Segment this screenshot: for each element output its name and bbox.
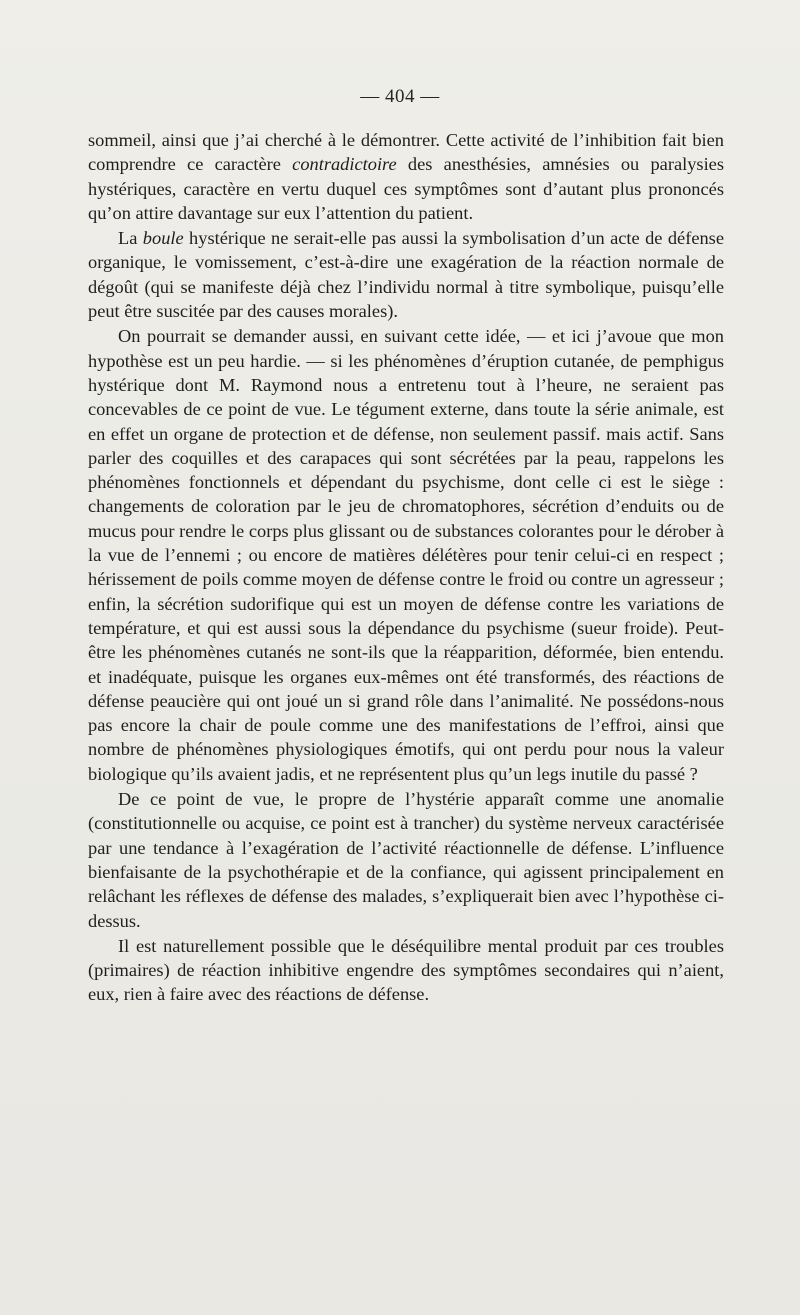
paragraph-2-text-end: hystérique ne serait-elle pas aussi la symbolisation d’un acte de défense organique, le vomissement, c’est-à-dire une exagération de la réaction normale de dégoût (qui se manifeste déjà chez l’individu normal à titre symbolique, puisqu’elle peut être suscitée par des causes morales). [88, 228, 725, 322]
paragraph-3: On pourrait se demander aussi, en suivant cette idée, — et ici j’avoue que mon hypothèse est un peu hardie. — si les phénomènes d’éruption cutanée, de pemphigus hystérique dont M. Raymond nous a entretenu tout à l’heure, ne seraient pas concevables de ce point de vue. Le tégument externe, dans toute la série animale, est en effet un organe de protection et de défense, non seulement passif. mais actif. Sans parler des coquilles et des carapaces qui sont sécrétées par la peau, rappelons les phénomènes fonctionnels et dépendant du psychisme, dont celle ci est le siège : changements de coloration par le jeu de chromatophores, sécrétion d’enduits ou de mucus pour rendre le corps plus glissant ou de substances colorantes pour le dérober à la vue de l’ennemi ; ou encore de matières délétères pour tenir celui-ci en respect ; hérissement de poils comme moyen de défense contre le froid ou contre un agresseur ; enfin, la sécrétion sudorifique qui est un moyen de défense contre les variations de température, et qui est aussi sous la dépendance du psychisme (sueur froide). Peut-être les phénomènes cutanés ne sont-ils que la réapparition, déformée, bien entendu. et inadéquate, puisque les organes eux-mêmes ont été transformés, des réactions de défense peaucière qui ont joué un si grand rôle dans l’animalité. Ne possédons-nous pas encore la chair de poule comme une des manifestations de l’effroi, ainsi que nombre de phénomènes physiologiques émotifs, qui ont perdu pour nous la valeur biologique qu’ils avaient jadis, et ne représentent plus qu’un legs inutile du passé ? [88, 326, 724, 784]
paragraph-2 [88, 226, 724, 323]
paragraph-4: De ce point de vue, le propre de l’hystérie apparaît comme une anomalie (constitutionnelle ou acquise, ce point est à trancher) du système nerveux caractérisée par une tendance à l’exagération de l’activité réactionnelle de défense. L’influence bienfaisante de la psychothérapie et de la confiance, qui agissent principalement en relâchant les réflexes de défense des malades, s’expliquerait bien avec l’hypothèse ci-dessus. [88, 789, 724, 931]
paragraph-1 [88, 128, 724, 225]
paragraph-1-text-end: des anesthésies, amnésies ou paralysies hystériques, caractère en vertu duquel ces symptômes sont d’autant plus prononcés qu’on attire davantage sur eux l’attention du patient. [88, 154, 724, 223]
paragraph-5: Il est naturellement possible que le déséquilibre mental produit par ces troubles (primaires) de réaction inhibitive engendre des symptômes secondaires qui n’aient, eux, rien à faire avec des réactions de défense. [88, 935, 724, 1005]
body-text [88, 128, 724, 1007]
paragraph-2-text-start: La [118, 228, 143, 249]
paragraph-1-text-start: sommeil, ainsi que j’ai cherché à le démontrer. Cette activité de l’inhibition fait bien comprendre ce caractère [88, 130, 724, 175]
page-number: — 404 — [360, 86, 440, 107]
italic-word-contradictoire: contradictoire [292, 154, 397, 175]
italic-word-boule: boule [142, 228, 184, 249]
